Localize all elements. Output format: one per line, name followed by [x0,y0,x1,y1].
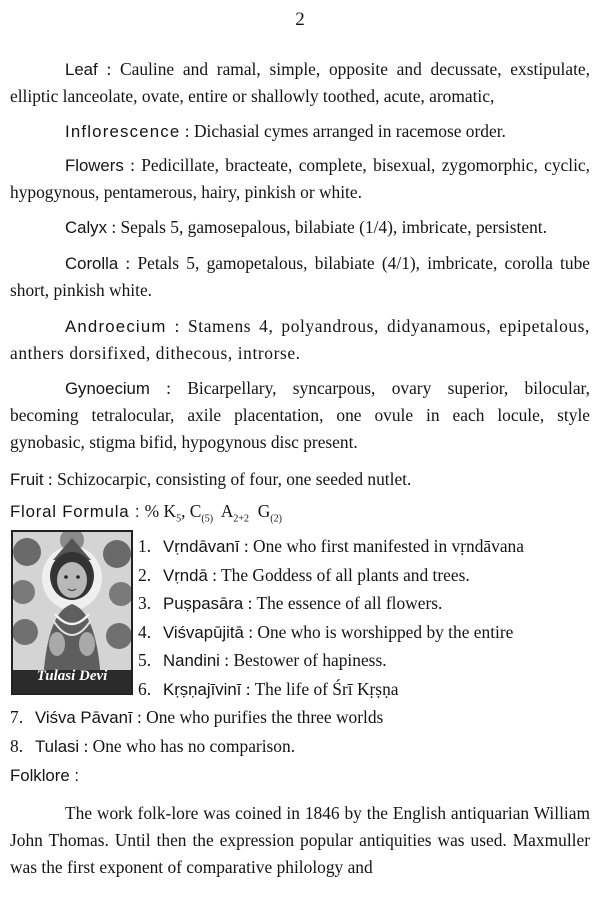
term-label: Calyx [65,218,107,237]
paragraph-gynoecium: Gynoecium : Bicarpellary, syncarpous, ovary superior, bilocular, becoming tetralocular, axile placentation, one ovule in each locule, style gynobasic, stigma bifid, hypogynous disc present. [10,378,590,452]
term-label: Corolla [65,254,119,273]
term-description: Schizocarpic, consisting of four, one seeded nutlet. [57,469,412,489]
formula-gynoecium: $G_{(2)}$ [257,501,282,525]
term-description: Sepals 5, gamosepalous, bilabiate (1/4), imbricate, persistent. [120,217,547,237]
paragraph-corolla: Corolla : Petals 5, gamopetalous, bilabiate (4/1), imbricate, corolla tube short, pinkish white. [10,253,591,300]
floral-formula: Floral Formula : % $K_5$, $C_{(5)}$ $A_{2+2}$ $G_{(2)}$ [10,501,282,525]
page-number: 2 [295,9,305,30]
paragraph-androecium: Androecium : Stamens 4, polyandrous, didyanamous, epipetalous, anthers dorsifixed, dithecous, introrse. [10,316,590,363]
image-caption: Tulasi Devi [36,668,108,684]
term-label: Gynoecium [65,379,150,398]
list-item: 7. Viśva Pāvanī : One who purifies the three worlds [10,707,384,727]
term-label: Fruit [10,470,44,489]
list-item: 1. Vṛndāvanī : One who first manifested in vṛndāvana [138,536,524,556]
list-item: 6. Kṛṣṇajīvinī : The life of Śrī Kṛṣṇa [138,679,399,699]
floral-formula-label: Floral Formula : [10,502,141,521]
term-label: Androecium [65,317,167,336]
list-item: 2. Vṛndā : The Goddess of all plants and trees. [138,565,470,585]
tulasi-devi-image [11,530,133,695]
paragraph-calyx: Calyx : Sepals 5, gamosepalous, bilabiate (1/4), imbricate, persistent. [65,217,547,237]
paragraph-leaf: Leaf : Cauline and ramal, simple, opposite and decussate, exstipulate, elliptic lanceolate, ovate, entire or shallowly toothed, acute, aromatic, [10,59,590,106]
term-description: Stamens 4, polyandrous, didyanamous, epipetalous, anthers dorsifixed, dithecous, introrse. [10,316,590,363]
term-description: Cauline and ramal, simple, opposite and decussate, exstipulate, elliptic lanceolate, ovate, entire or shallowly toothed, acute, aromatic, [10,59,590,106]
list-item: 5. Nandini : Bestower of hapiness. [138,650,387,670]
term-description: Bicarpellary, syncarpous, ovary superior, bilocular, becoming tetralocular, axile placentation, one ovule in each locule, style gynobasic, stigma bifid, hypogynous disc present. [10,378,590,452]
list-item: 3. Puṣpasāra : The essence of all flowers. [138,593,443,613]
term-label: Flowers [65,156,124,175]
term-description: Dichasial cymes arranged in racemose order. [193,121,506,141]
formula-calyx: $K_5$ [163,501,182,525]
formula-corolla: $C_{(5)}$ [189,501,214,525]
zygomorphic-symbol: % [144,501,160,521]
paragraph-fruit: Fruit : Schizocarpic, consisting of four, one seeded nutlet. [10,469,412,489]
paragraph-folklore: The work folk-lore was coined in 1846 by the English antiquarian William John Thomas. Until then the expression popular antiquities was used. Maxmuller was the first exponent of comparative philology and [10,803,590,877]
term-label: Leaf [65,60,98,79]
paragraph-inflorescence: Inflorescence : Dichasial cymes arranged in racemose order. [65,121,506,141]
term-description: Pedicillate, bracteate, complete, bisexual, zygomorphic, cyclic, hypogynous, pentamerous, hairy, pinkish or white. [10,155,590,202]
list-item: 8. Tulasi : One who has no comparison. [10,736,296,756]
list-item: 4. Viśvapūjitā : One who is worshipped by the entire [138,622,514,642]
term-label: Inflorescence [65,122,181,141]
paragraph-flowers: Flowers : Pedicillate, bracteate, complete, bisexual, zygomorphic, cyclic, hypogynous, pentamerous, hairy, pinkish or white. [10,155,590,202]
folklore-heading: Folklore : [10,766,80,785]
term-description: Petals 5, gamopetalous, bilabiate (4/1), imbricate, corolla tube short, pinkish white. [10,253,591,300]
formula-androecium: $A_{2+2}$ [220,501,250,525]
